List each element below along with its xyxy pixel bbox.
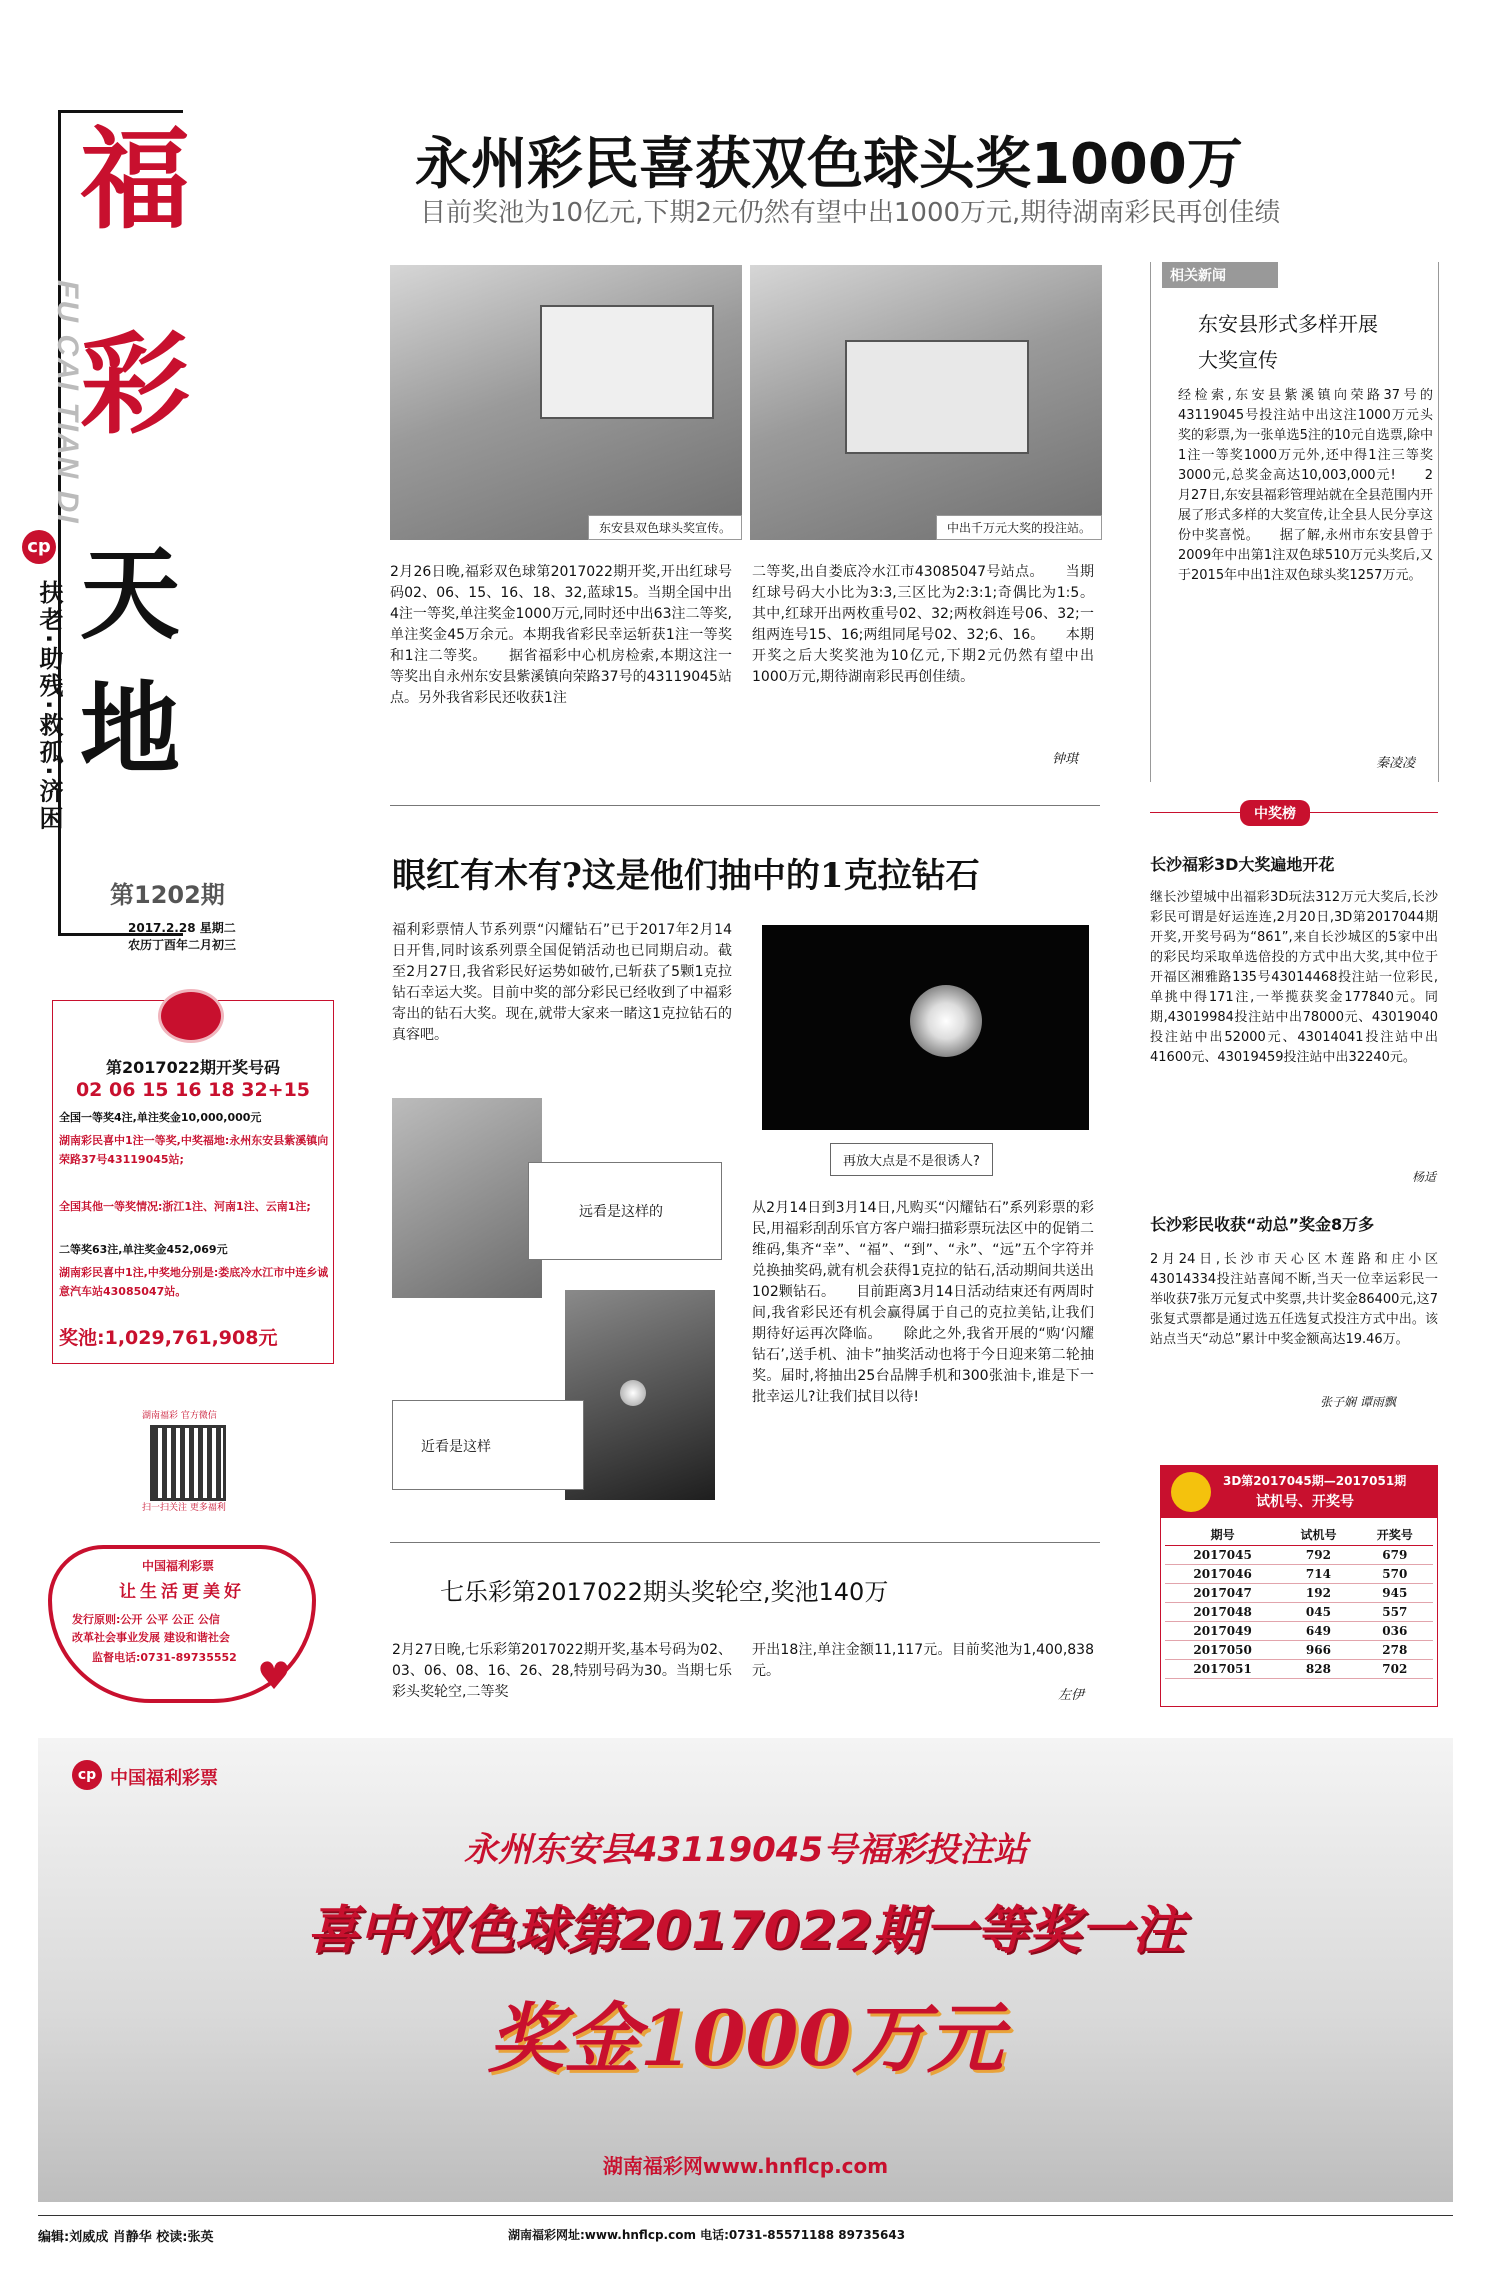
footer-rule xyxy=(38,2215,1453,2216)
cell-draw: 570 xyxy=(1357,1565,1433,1584)
cell-issue: 2017047 xyxy=(1165,1584,1280,1603)
table-row xyxy=(1165,1565,1433,1584)
jackpot-line: 奖池:1,029,761,908元 xyxy=(59,1327,278,1349)
table-row xyxy=(1165,1622,1433,1641)
headline-title: 永州彩民喜获双色球头奖1000万 xyxy=(415,132,1243,197)
cell-draw: 557 xyxy=(1357,1603,1433,1622)
table-row xyxy=(1165,1660,1433,1679)
masthead-char-di: 地 xyxy=(80,671,180,788)
threed-table-box xyxy=(1160,1465,1438,1707)
qilecai-title: 七乐彩第2017022期头奖轮空,奖池140万 xyxy=(440,1578,889,1606)
banner-line1: 永州东安县43119045号福彩投注站 xyxy=(463,1830,1028,1870)
banner-line3: 奖金1000万元 xyxy=(487,1994,1004,2083)
cell-draw: 036 xyxy=(1357,1622,1433,1641)
section-divider-2 xyxy=(390,1542,1100,1543)
issue-date-line2: 农历丁酉年二月初三 xyxy=(128,938,237,952)
heart-line2: 改革社会事业发展 建设和谐社会 xyxy=(72,1631,230,1644)
cell-issue: 2017051 xyxy=(1165,1660,1280,1679)
winners-story2-body: 2月24日,长沙市天心区木莲路和庄小区43014334投注站喜闻不断,当天一位幸运彩民一举收获7张万元复式中奖票,共计奖金86400元,这7张复式票都是通过选五任选复式投注方式中出。该站点当天“动总”累计中奖金额高达19.46万。 xyxy=(1150,1252,1438,1347)
cell-issue: 2017050 xyxy=(1165,1641,1280,1660)
small-heart-icon: ♥ xyxy=(257,1654,292,1698)
zodiac-rooster-icon xyxy=(1171,1472,1211,1512)
issue-date xyxy=(128,920,268,954)
masthead-char-cai: 彩 xyxy=(80,320,190,449)
threed-title-line2: 试机号、开奖号 xyxy=(1256,1494,1354,1510)
near-gem-icon xyxy=(620,1380,646,1406)
photo2-caption: 中出千万元大奖的投注站。 xyxy=(936,515,1102,540)
near-caption: 近看是这样 xyxy=(421,1439,491,1455)
hunan-second-line: 湖南彩民喜中1注,中奖地分别是:娄底冷水江市中连乡诚意汽车站43085047站。 xyxy=(59,1266,329,1298)
zoom-caption: 再放大点是不是很诱人? xyxy=(830,1143,993,1176)
photo1-caption: 东安县双色球头奖宣传。 xyxy=(588,515,742,540)
diamond-case-far-photo xyxy=(392,1098,542,1298)
qilecai-byline: 左伊 xyxy=(1058,1688,1085,1703)
cell-trial: 828 xyxy=(1280,1660,1356,1679)
ssq-logo-icon xyxy=(158,989,224,1043)
diamond-gem-icon xyxy=(910,985,982,1057)
related-right-rule xyxy=(1438,262,1439,782)
cell-trial: 792 xyxy=(1280,1546,1356,1565)
masthead-pinyin: FU CAI TIAN DI xyxy=(51,280,84,525)
qilecai-col2: 开出18注,单注金额11,117元。目前奖池为1,400,838元。 xyxy=(752,1642,1094,1679)
draw-numbers: 02 06 15 16 18 32+15 xyxy=(75,1079,311,1101)
cell-trial: 714 xyxy=(1280,1565,1356,1584)
related-news-title: 东安县形式多样开展大奖宣传 xyxy=(1198,312,1378,372)
banner-website[interactable]: 湖南福彩网www.hnflcp.com xyxy=(602,2154,889,2178)
diamond-body: 从2月14日到3月14日,凡购买“闪耀钻石”系列彩票的彩民,用福彩刮刮乐官方客户端扫描彩票玩法区中的促销二维码,集齐“幸”、“福”、“到”、“永”、“远”五个字符并兑换抽奖码,就有机会获得1克拉的钻石,活动期间共送出102颗钻石。 目前距离3月14日活动结束还有两周时间,我省彩民还有机会赢得属于自己的克拉美钻,让我们期待好运再次降临。 除此之外,我省开展的“购‘闪耀钻石’,送手机、油卡”抽奖活动也将于今日迎来第二轮抽奖。届时,将抽出25台品牌手机和300张油卡,谁是下一批幸运儿?让我们拭目以待! xyxy=(752,1200,1094,1405)
footer-editors: 编辑:刘威成 肖静华 校读:张英 xyxy=(38,2230,214,2245)
lead-col1: 2月26日晚,福彩双色球第2017022期开奖,开出红球号码02、06、15、16、18、32,蓝球15。当期全国中出4注一等奖,单注奖金1000万元,同时还中出63注二等奖,单注奖金45万余元。本期我省彩民幸运斩获1注一等奖和1注二等奖。 据省福彩中心机房检索,本期这注一等奖出自永州东安县紫溪镇向荣路37号的43119045站点。另外我省彩民还收获1注 xyxy=(390,564,732,706)
lead-col2: 二等奖,出自娄底冷水江市43085047号站点。 当期红球号码大小比为3:3,三区比为2:3:1;奇偶比为1:5。其中,红球开出两枚重号02、32;两枚斜连号06、32;一组两连号15、16;两组同尾号02、32;6、16。 本期开奖之后大奖奖池为10亿元,下期2元仍然有望中出1000万元,期待湖南彩民再创佳绩。 xyxy=(752,564,1094,685)
banner-brand: 中国福利彩票 xyxy=(110,1768,218,1789)
winners-story2-title: 长沙彩民收获“动总”奖金8万多 xyxy=(1150,1215,1375,1234)
issue-date-line1: 2017.2.28 星期二 xyxy=(128,921,236,935)
threed-table xyxy=(1165,1524,1433,1679)
cell-issue: 2017045 xyxy=(1165,1546,1280,1565)
banner-logo-icon: cp xyxy=(72,1760,102,1790)
promo-truck-photo xyxy=(390,265,742,540)
heart-line1: 发行原则:公开 公平 公正 公信 xyxy=(72,1613,220,1626)
cell-trial: 192 xyxy=(1280,1584,1356,1603)
cell-draw: 278 xyxy=(1357,1641,1433,1660)
draw-title: 第2017022期开奖号码 xyxy=(106,1058,280,1077)
far-caption-box xyxy=(528,1162,722,1260)
cell-trial: 966 xyxy=(1280,1641,1356,1660)
footer-contact: 湖南福彩网址:www.hnflcp.com 电话:0731-85571188 89735643 xyxy=(508,2228,906,2242)
issue-number: 第1202期 xyxy=(110,881,225,909)
near-caption-box xyxy=(392,1400,584,1490)
heart-hotline: 监督电话:0731-89735552 xyxy=(92,1651,237,1664)
lottery-station-photo xyxy=(750,265,1102,540)
qr-caption-bottom: 扫一扫关注 更多福利 xyxy=(142,1503,226,1513)
heart-brand: 中国福利彩票 xyxy=(142,1559,215,1573)
winners-story2-byline: 张子娴 谭雨飘 xyxy=(1320,1395,1396,1409)
cell-draw: 945 xyxy=(1357,1584,1433,1603)
hunan-first-line: 湖南彩民喜中1注一等奖,中奖福地:永州东安县紫溪镇向荣路37号43119045站; xyxy=(59,1134,329,1166)
second-prize-line: 二等奖63注,单注奖金452,069元 xyxy=(59,1243,228,1256)
related-news-body: 经检索,东安县紫溪镇向荣路37号的43119045号投注站中出这注1000万元头奖的彩票,为一张单选5注的10元自选票,除中1注一等奖1000万元外,还中得1注三等奖3000元,总奖金高达10,003,000元! 2月27日,东安县福彩管理站就在全县范围内开展了形式多样的大奖宣传,让全县人民分享这份中奖喜悦。 据了解,永州市东安县曾于2009年中出第1注双色球510万元头奖后,又于2015年中出1注双色球头奖1257万元。 xyxy=(1178,388,1433,583)
col-header-trial: 试机号 xyxy=(1280,1524,1356,1546)
headline-subtitle: 目前奖池为10亿元,下期2元仍然有望中出1000万元,期待湖南彩民再创佳绩 xyxy=(420,198,1281,228)
winners-story1-body: 继长沙望城中出福彩3D玩法312万元大奖后,长沙彩民可谓是好运连连,2月20日,3D第2017044期开奖,开奖号码为“861”,来自长沙城区的5家中出的彩民均采取单选倍投的方式中出大奖,其中位于开福区湘雅路135号43014468投注站一位彩民,单挑中得171注,一举揽获奖金177840元。同期,43019984投注站中出78000元、43019040投注站中出52000元、43014041投注站中出41600元、43019459投注站中出32240元。 xyxy=(1150,890,1438,1065)
col-header-draw: 开奖号 xyxy=(1357,1524,1433,1546)
col-header-issue: 期号 xyxy=(1165,1524,1280,1546)
related-divider xyxy=(1150,262,1151,782)
threed-table-header xyxy=(1161,1466,1437,1518)
winners-label: 中奖榜 xyxy=(1240,800,1310,826)
diamond-box-near-photo xyxy=(565,1290,715,1500)
cell-draw: 702 xyxy=(1357,1660,1433,1679)
welfare-logo-icon: cp xyxy=(22,530,56,564)
masthead-char-fu: 福 xyxy=(80,115,190,244)
related-news-label: 相关新闻 xyxy=(1162,262,1278,288)
section-divider-1 xyxy=(390,805,1100,806)
table-row xyxy=(1165,1584,1433,1603)
lead-byline: 钟琪 xyxy=(1052,752,1079,767)
far-caption: 远看是这样的 xyxy=(579,1204,663,1220)
diamond-intro: 福利彩票情人节系列票“闪耀钻石”已于2017年2月14日开售,同时该系列票全国促销活动也已同期启动。截至2月27日,我省彩民好运势如破竹,已斩获了5颗1克拉钻石幸运大奖。目前中奖的部分彩民已经收到了中福彩寄出的钻石大奖。现在,就带大家来一睹这1克拉钻石的真容吧。 xyxy=(392,922,732,1043)
winners-story1-title: 长沙福彩3D大奖遍地开花 xyxy=(1150,855,1335,874)
cell-trial: 649 xyxy=(1280,1622,1356,1641)
winner-banner xyxy=(38,1738,1453,2202)
cell-issue: 2017049 xyxy=(1165,1622,1280,1641)
cell-issue: 2017046 xyxy=(1165,1565,1280,1584)
cell-issue: 2017048 xyxy=(1165,1603,1280,1622)
table-row xyxy=(1165,1603,1433,1622)
other-first-line: 全国其他一等奖情况:浙江1注、河南1注、云南1注; xyxy=(59,1200,311,1213)
cell-trial: 045 xyxy=(1280,1603,1356,1622)
heart-badge xyxy=(48,1545,316,1703)
first-prize-line: 全国一等奖4注,单注奖金10,000,000元 xyxy=(59,1111,262,1124)
masthead-char-tian: 天 xyxy=(80,536,180,653)
threed-table-wrap xyxy=(1165,1524,1433,1679)
qilecai-col1: 2月27日晚,七乐彩第2017022期开奖,基本号码为02、03、06、08、16、26、28,特别号码为30。当期七乐彩头奖轮空,二等奖 xyxy=(392,1642,732,1700)
table-row xyxy=(1165,1641,1433,1660)
banner-line2: 喜中双色球第2017022期一等奖一注 xyxy=(306,1901,1185,1961)
related-news-byline: 秦凌凌 xyxy=(1376,756,1416,771)
qr-caption-top: 湖南福彩 官方微信 xyxy=(142,1411,217,1421)
masthead-slogan: 扶老·助残·救孤·济困 xyxy=(35,580,63,833)
wechat-qr-code[interactable] xyxy=(150,1425,226,1501)
diamond-title: 眼红有木有?这是他们抽中的1克拉钻石 xyxy=(392,856,980,896)
truck-banner xyxy=(540,305,714,419)
draw-result-box xyxy=(52,1000,334,1364)
cell-draw: 679 xyxy=(1357,1546,1433,1565)
diamond-zoom-photo xyxy=(762,925,1089,1130)
threed-title-line1: 3D第2017045期—2017051期 xyxy=(1223,1474,1407,1488)
station-banner xyxy=(845,340,1029,454)
heart-slogan: 让生活更美好 xyxy=(119,1582,245,1602)
table-row xyxy=(1165,1546,1433,1565)
winners-story1-byline: 杨适 xyxy=(1412,1170,1437,1184)
